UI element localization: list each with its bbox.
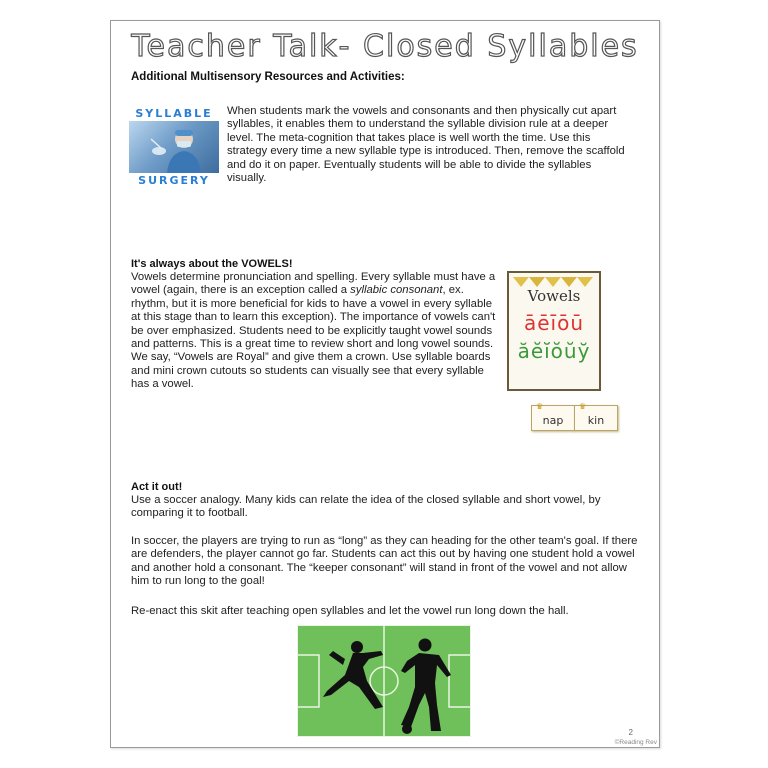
syllable-card-nap [531, 402, 575, 431]
vowels-text-a: Vowels determine pronunciation and spelling. Every syllable must have a vowel (again, there is an exception called a [131, 271, 496, 297]
bunting-decoration [509, 275, 595, 289]
short-vowels-row: ăĕĭŏŭў [517, 339, 591, 363]
syllable-surgery-logo [129, 107, 219, 187]
surgery-top-label: SYLLABLE [135, 107, 213, 120]
soccer-players-illustration [297, 625, 471, 737]
document-page [110, 20, 660, 748]
surgeon-illustration [129, 121, 219, 173]
page-title: Teacher Talk- Closed Syllables [131, 29, 639, 64]
long-vowels-row: āēīōū [523, 311, 585, 335]
act-paragraph-1: Use a soccer analogy. Many kids can relate the idea of the closed syllable and short vowel, by comparing it to football. [131, 494, 601, 520]
vowels-paragraph [131, 271, 499, 392]
act-heading: Act it out! [131, 481, 183, 493]
surgery-paragraph: When students mark the vowels and consonants and then physically cut apart syllables, it enables them to understand the syllable division rule at a deeper level. The meta-cognition that takes place is well worth the time. Use this strategy every time a new syllable type is introduced. Then, remove the scaffold and do it on paper. Eventually students will be able to divide the syllables visually. [227, 105, 625, 185]
vowels-text-b: , ex. rhythm, but it is more beneficial for kids to have a vowel in every syllable at this stage than to learn this exception). The importance of vowels can't be over emphasized. Students need to be explicitly taught vowel sounds and patterns. This is a great time to review short and long vowel sounds. We say, “Vowels are Royal” and give them a crown. Use syllable boards and mini crown cutouts so students can visually see that every syllable has a vowel. [131, 284, 496, 391]
page-number: 2 [628, 728, 633, 737]
copyright-notice: ©Reading Rev [614, 739, 657, 746]
crown-icon: ♛ [536, 402, 544, 411]
crown-icon: ♛ [579, 402, 587, 411]
syllable-cards [531, 402, 617, 431]
syllable-card-kin [574, 402, 618, 431]
soccer-field-image [297, 625, 471, 737]
surgery-bottom-label: SURGERY [138, 174, 210, 187]
section-subheading: Additional Multisensory Resources and Activities: [131, 71, 405, 83]
act-paragraph-3: Re-enact this skit after teaching open syllables and let the vowel run long down the hall. [131, 605, 569, 617]
act-paragraph-2: In soccer, the players are trying to run as “long” as they can heading for the other team's goal. If there are defenders, the player cannot go far. Students can act this out by having one student hold a vowel and another hold a consonant. The “keeper consonant” will stand in front of the vowel and not allow him to run long to the goal! [131, 535, 638, 588]
vowels-heading: It's always about the VOWELS! [131, 258, 293, 270]
card-text: nap [542, 414, 564, 427]
card-text: kin [587, 414, 605, 427]
vowels-poster [507, 271, 601, 391]
vowels-italic-term: syllabic consonant [350, 284, 443, 297]
surgeon-image [129, 121, 219, 173]
vowels-poster-title: Vowels [527, 287, 581, 305]
